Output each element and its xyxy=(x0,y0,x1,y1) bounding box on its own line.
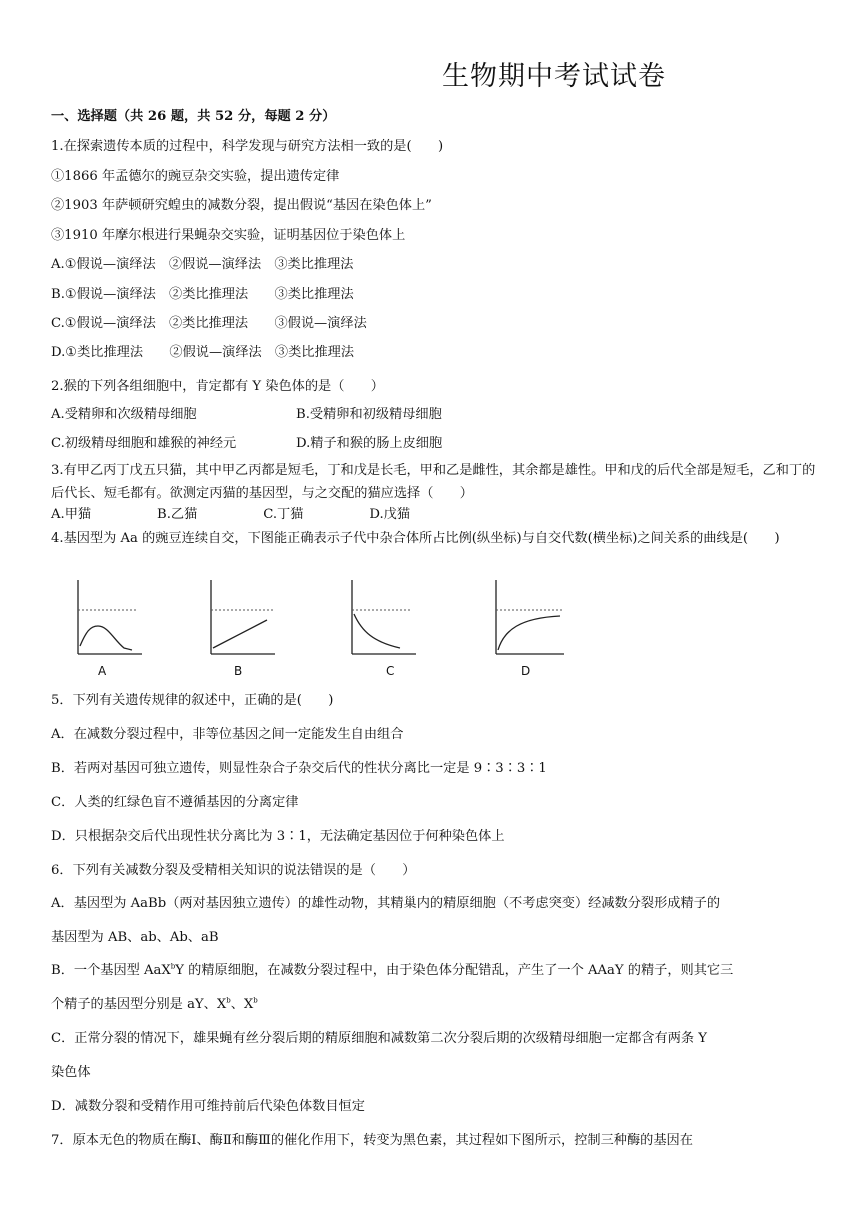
question-6-option-c-line1: C．正常分裂的情况下，雄果蝇有丝分裂后期的精原细胞和减数第二次分裂后期的次级精母细胞一定都含有两条 Y xyxy=(51,1031,707,1046)
question-1-statement-1: ①1866 年孟德尔的豌豆杂交实验，提出遗传定律 xyxy=(51,169,340,184)
question-5-option-b: B．若两对基因可独立遗传，则显性杂合子杂交后代的性状分离比一定是 9∶3∶3∶1 xyxy=(51,761,547,776)
graph-a-label: A xyxy=(98,664,107,678)
question-6-option-a-line2: 基因型为 AB、ab、Ab、aB xyxy=(51,930,219,945)
question-6-option-d: D．减数分裂和受精作用可维持前后代染色体数目恒定 xyxy=(51,1099,365,1114)
graph-c-label: C xyxy=(386,664,395,678)
question-5-option-a: A．在减数分裂过程中，非等位基因之间一定能发生自由组合 xyxy=(51,727,404,742)
question-6-option-a-line1: A．基因型为 AaBb（两对基因独立遗传）的雄性动物，其精巢内的精原细胞（不考虑突变）经减数分裂形成精子的 xyxy=(51,896,721,911)
question-1-option-b: B.①假说—演绎法 ②类比推理法 ③类比推理法 xyxy=(51,287,354,302)
question-3-stem: 3.有甲乙丙丁戊五只猫，其中甲乙丙都是短毛，丁和戊是长毛，甲和乙是雌性，其余都是雄性。甲和戊的后代全部是短毛，乙和丁的后代长、短毛都有。欲测定丙猫的基因型，与之交配的猫应选择（ ） xyxy=(51,463,816,501)
question-3-options: A.甲猫 B.乙猫 C.丁猫 D.戊猫 xyxy=(51,507,411,522)
question-1-option-a: A.①假说—演绎法 ②假说—演绎法 ③类比推理法 xyxy=(51,257,354,272)
question-5-option-c: C．人类的红绿色盲不遵循基因的分离定律 xyxy=(51,795,299,810)
question-5-option-d: D．只根据杂交后代出现性状分离比为 3∶1，无法确定基因位于何种染色体上 xyxy=(51,829,505,844)
question-1-statement-3: ③1910 年摩尔根进行果蝇杂交实验，证明基因位于染色体上 xyxy=(51,228,406,243)
question-2-option-d: D.精子和猴的肠上皮细胞 xyxy=(296,436,443,451)
graph-d-label: D xyxy=(521,664,531,678)
question-4-stem: 4.基因型为 Aa 的豌豆连续自交，下图能正确表示子代中杂合体所占比例(纵坐标)与自交代数(横坐标)之间关系的曲线是( ) xyxy=(51,531,780,546)
graph-b xyxy=(205,578,277,656)
question-6-option-c-line2: 染色体 xyxy=(51,1065,91,1080)
question-5-stem: 5．下列有关遗传规律的叙述中，正确的是( ) xyxy=(51,693,334,708)
section-heading: 一、选择题（共 26 题，共 52 分，每题 2 分） xyxy=(51,109,336,124)
question-6-option-b-line2: 个精子的基因型分别是 aY、$X^b$、$X^b$ xyxy=(51,996,258,1012)
question-6-option-b-line1: B．一个基因型 AaX$^b$Y 的精原细胞，在减数分裂过程中，由于染色体分配错乱，产生了一个 AAaY 的精子，则其它三 xyxy=(51,962,734,978)
question-2-stem: 2.猴的下列各组细胞中，肯定都有 Y 染色体的是（ ） xyxy=(51,379,384,394)
graph-c xyxy=(346,578,418,656)
question-2-option-a: A.受精卵和次级精母细胞 xyxy=(51,407,197,422)
question-1-stem: 1.在探索遗传本质的过程中，科学发现与研究方法相一致的是( ) xyxy=(51,139,444,154)
question-2-option-b: B.受精卵和初级精母细胞 xyxy=(296,407,442,422)
question-1-option-d: D.①类比推理法 ②假说—演绎法 ③类比推理法 xyxy=(51,345,355,360)
graph-d xyxy=(490,578,566,656)
question-1-statement-2: ②1903 年萨顿研究蝗虫的减数分裂，提出假说“基因在染色体上” xyxy=(51,198,432,213)
question-6-stem: 6．下列有关减数分裂及受精相关知识的说法错误的是（ ） xyxy=(51,863,416,878)
graph-a xyxy=(72,578,144,656)
question-1-option-c: C.①假说—演绎法 ②类比推理法 ③假说—演绎法 xyxy=(51,316,367,331)
graph-b-label: B xyxy=(234,664,243,678)
question-2-option-c: C.初级精母细胞和雄猴的神经元 xyxy=(51,436,237,451)
question-7-stem: 7．原本无色的物质在酶Ⅰ、酶Ⅱ和酶Ⅲ的催化作用下，转变为黑色素，其过程如下图所示，控制三种酶的基因在 xyxy=(51,1133,693,1148)
page-title: 生物期中考试试卷 xyxy=(442,61,666,92)
